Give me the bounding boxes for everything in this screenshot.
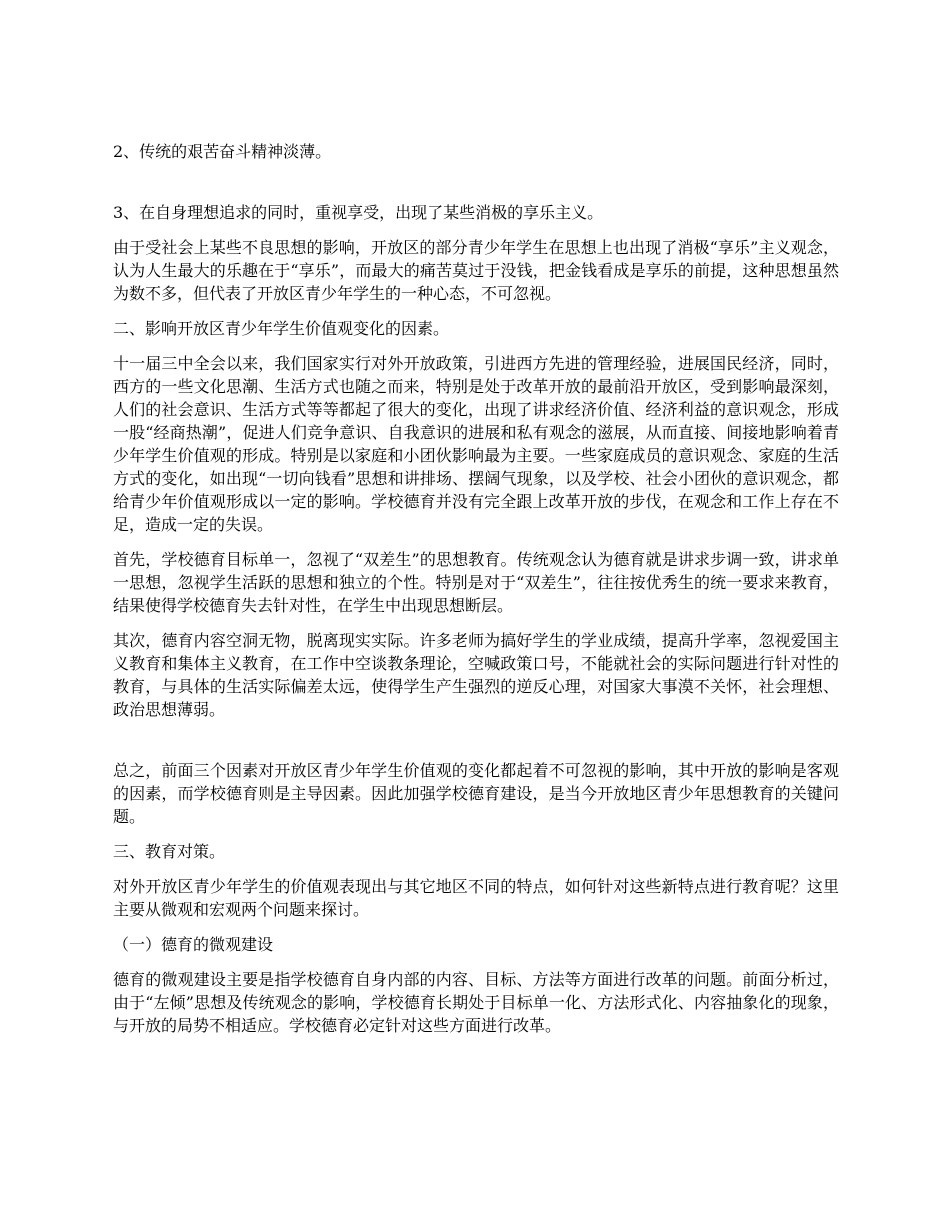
body-paragraph: 首先，学校德育目标单一，忽视了“双差生”的思想教育。传统观念认为德育就是讲求步调一致，讲求单一思想，忽视学生活跃的思想和独立的个性。特别是对于“双差生”，往往按优秀生的统一要求来教育，结果使得学校德育失去针对性，在学生中出现思想断层。 <box>113 550 839 615</box>
list-item-2: 2、传统的艰苦奋斗精神淡薄。 <box>113 142 332 161</box>
body-paragraph: 德育的微观建设主要是指学校德育自身内部的内容、目标、方法等方面进行改革的问题。前面分析过，由于“左倾”思想及传统观念的影响，学校德育长期处于目标单一化、方法形式化、内容抽象化的现象，与开放的局势不相适应。学校德育必定针对这些方面进行改革。 <box>113 970 839 1035</box>
document-page <box>113 140 839 1037</box>
body-paragraph: 其次，德育内容空洞无物，脱离现实实际。许多老师为搞好学生的学业成绩，提高升学率，忽视爱国主义教育和集体主义教育，在工作中空谈教条理论，空喊政策口号，不能就社会的实际问题进行针对性的教育，与具体的生活实际偏差太远，使得学生产生强烈的逆反心理，对国家大事漠不关怀，社会理想、政治思想薄弱。 <box>113 631 839 719</box>
section-heading-2: 二、影响开放区青少年学生价值观变化的因素。 <box>113 319 450 338</box>
body-paragraph: 十一届三中全会以来，我们国家实行对外开放政策，引进西方先进的管理经验，进展国民经济，同时，西方的一些文化思潮、生活方式也随之而来，特别是处于改革开放的最前沿开放区，受到影响最深刻，人们的社会意识、生活方式等等都起了很大的变化，出现了讲求经济价值、经济利益的意识观念，形成一股“经商热潮”，促进人们竞争意识、自我意识的进展和私有观念的滋展，从而直接、间接地影响着青少年学生价值观的形成。特别是以家庭和小团伙影响最为主要。一些家庭成员的意识观念、家庭的生活方式的变化，如出现“一切向钱看”思想和讲排场、摆阔气现象，以及学校、社会小团伙的意识观念，都给青少年价值观形成以一定的影响。学校德育并没有完全跟上改革开放的步伐，在观念和工作上存在不足，造成一定的失误。 <box>113 354 839 534</box>
list-item-3: 3、在自身理想追求的同时，重视享受，出现了某些消极的享乐主义。 <box>113 203 604 222</box>
body-paragraph: 对外开放区青少年学生的价值观表现出与其它地区不同的特点，如何针对这些新特点进行教育呢？这里主要从微观和宏观两个问题来探讨。 <box>113 877 839 919</box>
body-paragraph: 由于受社会上某些不良思想的影响，开放区的部分青少年学生在思想上也出现了消极“享乐”主义观念，认为人生最大的乐趣在于“享乐”，而最大的痛苦莫过于没钱，把金钱看成是享乐的前提，这种思想虽然为数不多，但代表了开放区青少年学生的一种心态，不可忽视。 <box>113 238 839 303</box>
section-heading-3: 三、教育对策。 <box>113 842 226 861</box>
subsection-heading: （一）德育的微观建设 <box>113 935 274 954</box>
body-paragraph: 总之，前面三个因素对开放区青少年学生价值观的变化都起着不可忽视的影响，其中开放的影响是客观的因素，而学校德育则是主导因素。因此加强学校德育建设，是当今开放地区青少年思想教育的关键问题。 <box>113 761 839 826</box>
